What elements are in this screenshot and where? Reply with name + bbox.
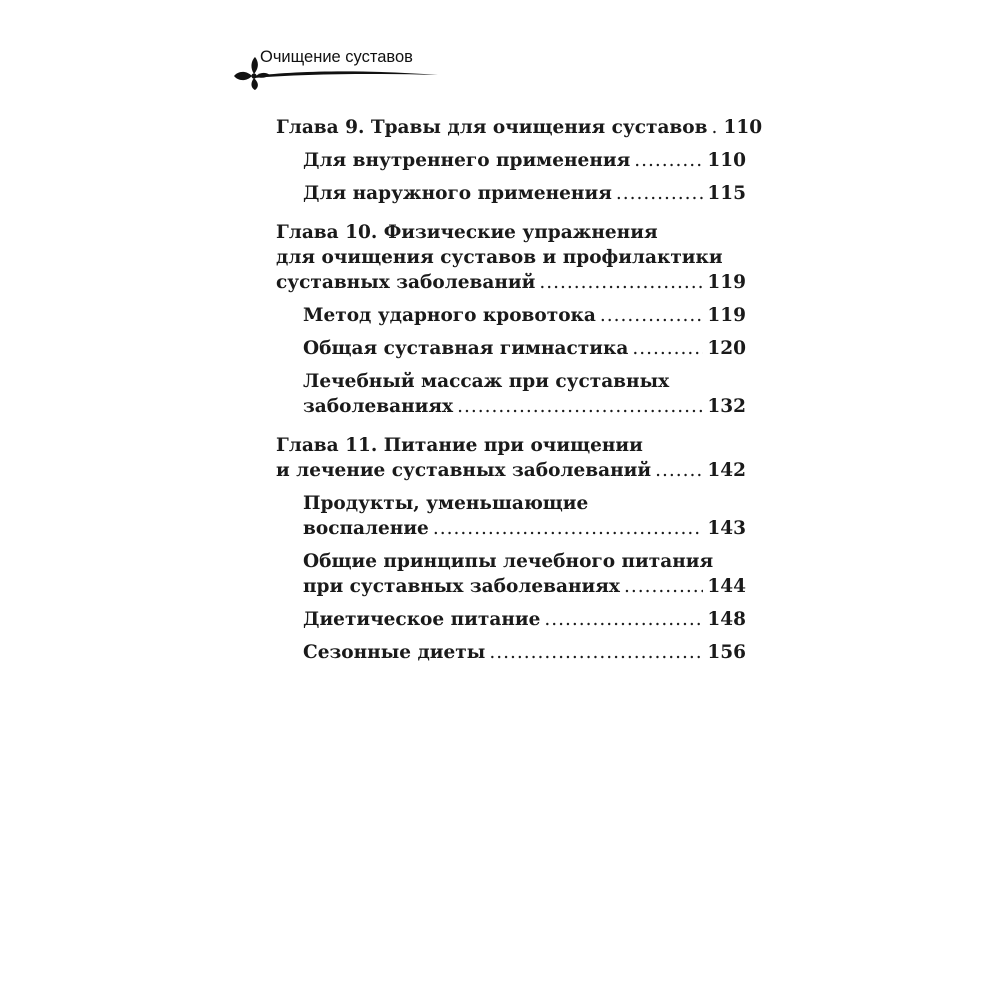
toc-entry-title-line: Глава 9. Травы для очищения суставов: [276, 117, 708, 138]
toc-page-number: 110: [707, 150, 746, 171]
toc-entry-title-line: при суставных заболеваниях: [303, 576, 620, 597]
running-head: [232, 44, 442, 90]
dot-leader: [539, 270, 703, 295]
dot-leader: [433, 516, 704, 541]
toc-section-entry[interactable]: [276, 369, 746, 419]
toc-entry-last-line: [276, 458, 746, 483]
dot-leader: [600, 303, 703, 328]
dot-leader: [616, 181, 704, 206]
toc-chapter-entry[interactable]: [276, 220, 746, 295]
toc-entry-title-line: для очищения суставов и профилактики: [276, 247, 723, 268]
toc-entry-title-line: Сезонные диеты: [303, 642, 486, 663]
toc-entry-title-line: и лечение суставных заболеваний: [276, 460, 652, 481]
toc-entry-last-line: [276, 115, 763, 140]
toc-entry-title-line: Для внутреннего применения: [303, 150, 631, 171]
toc-page-number: 132: [707, 396, 746, 417]
dot-leader: [711, 115, 719, 140]
toc-page-number: 119: [707, 272, 746, 293]
toc-entry-title-line: Продукты, уменьшающие: [303, 493, 589, 514]
toc-entry-last-line: [303, 394, 746, 419]
toc-section-entry[interactable]: [276, 336, 746, 361]
toc-section-entry[interactable]: [276, 303, 746, 328]
toc-section-entry[interactable]: [276, 148, 746, 173]
toc-section-entry[interactable]: [276, 491, 746, 541]
toc-entry-title-line: Метод ударного кровотока: [303, 305, 596, 326]
dot-leader: [655, 458, 703, 483]
dot-leader: [489, 640, 703, 665]
toc-page-number: 156: [707, 642, 746, 663]
toc-entry-last-line: [303, 516, 746, 541]
toc-section-entry[interactable]: [276, 607, 746, 632]
toc-page-number: 144: [707, 576, 746, 597]
toc-entry-title-line: Глава 11. Питание при очищении: [276, 435, 643, 456]
toc-entry-last-line: [303, 303, 746, 328]
toc-entry-title-line: суставных заболеваний: [276, 272, 536, 293]
toc-entry-title-line: Лечебный массаж при суставных: [303, 371, 670, 392]
toc-section-entry[interactable]: [276, 640, 746, 665]
toc-page-number: 110: [723, 117, 763, 138]
toc-entry-title-line: Диетическое питание: [303, 609, 541, 630]
toc-page-number: 120: [707, 338, 746, 359]
toc-page-number: 143: [707, 518, 746, 539]
running-head-title: Очищение суставов: [260, 48, 413, 66]
toc-entry-title-line: Глава 10. Физические упражнения: [276, 222, 658, 243]
toc-chapter-entry[interactable]: [276, 115, 763, 140]
dot-leader: [544, 607, 703, 632]
dot-leader: [632, 336, 703, 361]
dot-leader: [624, 574, 703, 599]
toc-entry-last-line: [303, 148, 746, 173]
toc-entry-last-line: [303, 181, 746, 206]
toc-chapter-entry[interactable]: [276, 433, 746, 483]
toc-entry-last-line: [303, 607, 746, 632]
toc-entry-title-line: Общая суставная гимнастика: [303, 338, 629, 359]
toc-page-number: 142: [707, 460, 746, 481]
dot-leader: [634, 148, 703, 173]
toc-entry-title-line: воспаление: [303, 518, 429, 539]
toc-entry-title-line: Для наружного применения: [303, 183, 612, 204]
toc-section-entry[interactable]: [276, 181, 746, 206]
toc-entry-title-line: заболеваниях: [303, 396, 454, 417]
toc-section-entry[interactable]: [276, 549, 746, 599]
toc-entry-last-line: [276, 270, 746, 295]
toc-entry-last-line: [303, 574, 746, 599]
toc-entry-last-line: [303, 336, 746, 361]
toc-page-number: 119: [707, 305, 746, 326]
toc-entry-title-line: Общие принципы лечебного питания: [303, 551, 714, 572]
table-of-contents: [276, 115, 763, 665]
dot-leader: [457, 394, 703, 419]
toc-page-number: 115: [707, 183, 746, 204]
toc-entry-last-line: [303, 640, 746, 665]
toc-page-number: 148: [707, 609, 746, 630]
